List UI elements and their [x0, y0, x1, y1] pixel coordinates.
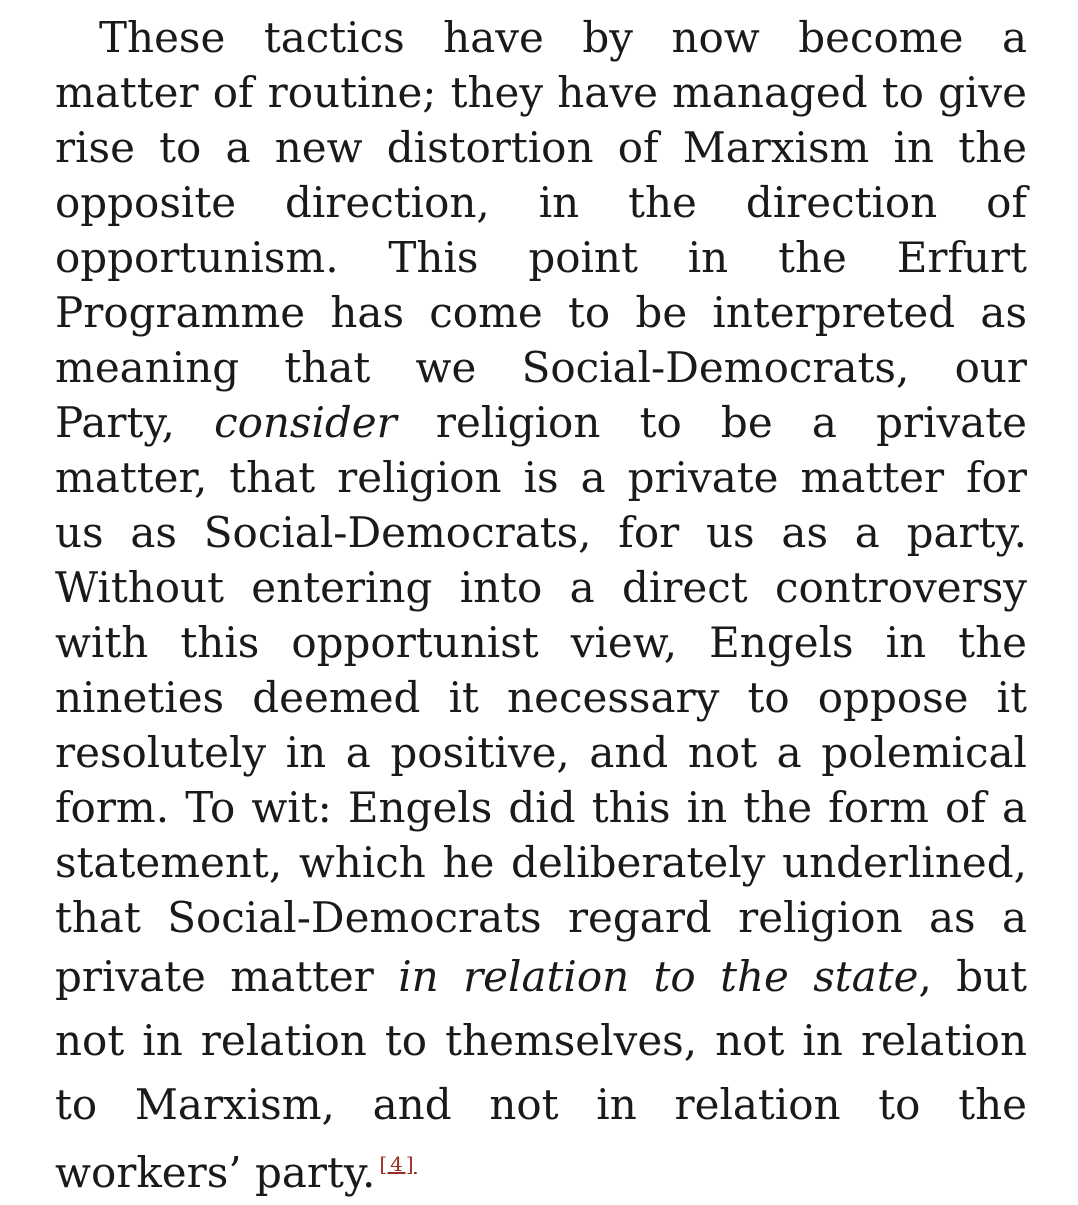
body-paragraph — [55, 10, 1027, 1205]
paragraph-italic-in-relation-to-the-state: in relation to the state — [398, 952, 919, 1001]
paragraph-text-part-2: religion to be a private matter, that religion is a private matter for us as Social-Democrats, for us as a party. Without entering into a direct controversy with this opportunist view, Engels in the nineties deemed it necessary to oppose it resolutely in a positive, and not a polemical form. To wit: Engels did this in the form of a statement, which he deliberately underlined, that Social-Democrats regard religion as a private matter — [55, 398, 1027, 1001]
footnote-link[interactable]: [4] — [379, 1152, 417, 1176]
paragraph-italic-consider: consider — [214, 398, 397, 447]
paragraph-text-part-1: These tactics have by now become a matter of routine; they have managed to give rise to a new distortion of Marxism in the opposite direction, in the direction of opportunism. This point in the Erfurt Programme has come to be interpreted as meaning that we Social-Democrats, our Party, — [55, 13, 1027, 447]
reader-page — [55, 10, 1027, 1205]
paragraph-text-part-3: , but not in relation to themselves, not in relation to Marxism, and not in relation to the workers’ party. — [55, 952, 1028, 1197]
